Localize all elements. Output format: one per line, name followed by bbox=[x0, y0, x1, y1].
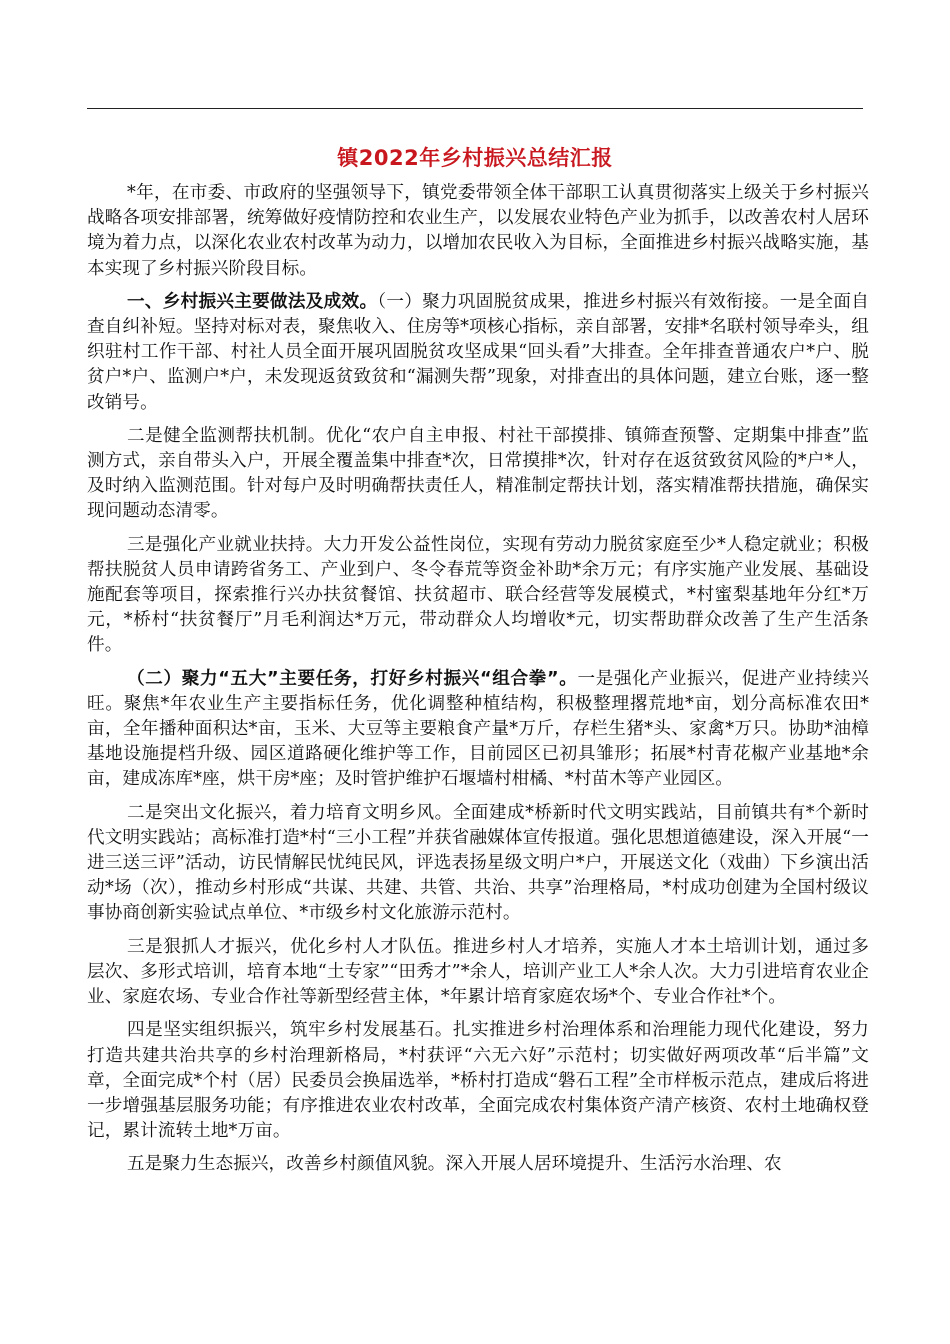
section1-heading: 一、乡村振兴主要做法及成效。 bbox=[127, 291, 378, 312]
section1-text: （一）聚力巩固脱贫成果，推进乡村振兴有效衔接。一是全面自查自纠补短。坚持对标对表，聚焦收入、住房等*项核心指标，亲自部署，安排*名联村领导牵头，组织驻村工作干部、村社人员全面开展巩固脱贫攻坚成果“回头看”大排查。全年排查普通农户*户、脱贫户*户、监测户*户，未发现返贫致贫和“漏测失帮”现象，对排查出的具体问题，建立台账，逐一整改销号。 bbox=[87, 291, 869, 413]
paragraph-industry-employment: 三是强化产业就业扶持。大力开发公益性岗位，实现有劳动力脱贫家庭至少*人稳定就业；积极帮扶脱贫人员申请跨省务工、产业到户、冬令春荒等资金补助*余万元；有序实施产业发展、基础设施配套等项目，探索推行兴办扶贫餐馆、扶贫超市、联合经营等发展模式，*村蜜梨基地年分红*万元，*桥村“扶贫餐厅”月毛利润达*万元，带动群众人均增收*元，切实帮助群众改善了生产生活条件。 bbox=[87, 534, 869, 656]
section1-paragraph bbox=[87, 290, 869, 416]
document-title: 镇2022年乡村振兴总结汇报 bbox=[337, 146, 613, 170]
section2-heading: （二）聚力“五大”主要任务，打好乡村振兴“组合拳”。 bbox=[127, 668, 578, 689]
section2-text: 一是强化产业振兴，促进产业持续兴旺。聚焦*年农业生产主要指标任务，优化调整种植结构，积极整理撂荒地*亩，划分高标准农田*亩，全年播种面积达*亩，玉米、大豆等主要粮食产量*万斤，存栏生猪*头、家禽*万只。协助*油樟基地设施提档升级、园区道路硬化维护等工作，目前园区已初具雏形；拓展*村青花椒产业基地*余亩，建成冻库*座，烘干房*座；及时管护维护石堰墙村柑橘、*村苗木等产业园区。 bbox=[87, 668, 869, 790]
section2-paragraph bbox=[87, 667, 869, 793]
intro-paragraph: *年，在市委、市政府的坚强领导下，镇党委带领全体干部职工认真贯彻落实上级关于乡村振兴战略各项安排部署，统筹做好疫情防控和农业生产，以发展农业特色产业为抓手，以改善农村人居环境为着力点，以深化农业农村改革为动力，以增加农民收入为目标，全面推进乡村振兴战略实施，基本实现了乡村振兴阶段目标。 bbox=[87, 183, 869, 279]
paragraph-talent: 三是狠抓人才振兴，优化乡村人才队伍。推进乡村人才培养，实施人才本土培训计划，通过多层次、多形式培训，培育本地“土专家”“田秀才”*余人，培训产业工人*余人次。大力引进培育农业企业、家庭农场、专业合作社等新型经营主体，*年累计培育家庭农场*个、专业合作社*个。 bbox=[87, 936, 869, 1008]
paragraph-organization: 四是坚实组织振兴，筑牢乡村发展基石。扎实推进乡村治理体系和治理能力现代化建设，努力打造共建共治共享的乡村治理新格局，*村获评“六无六好”示范村；切实做好两项改革“后半篇”文章，全面完成*个村（居）民委员会换届选举，*桥村打造成“磐石工程”全市样板示范点，建成后将进一步增强基层服务功能；有序推进农业农村改革，全面完成农村集体资产清产核资、农村土地确权登记，累计流转土地*万亩。 bbox=[87, 1020, 869, 1142]
document-body bbox=[87, 181, 869, 1186]
header-rule bbox=[87, 108, 863, 109]
paragraph-culture: 二是突出文化振兴，着力培育文明乡风。全面建成*桥新时代文明实践站，目前镇共有*个新时代文明实践站；高标准打造*村“三小工程”并获省融媒体宣传报道。强化思想道德建设，深入开展“一进三送三评”活动，访民情解民忧纯民风，评选表扬星级文明户*户，开展送文化（戏曲）下乡演出活动*场（次），推动乡村形成“共谋、共建、共管、共治、共享”治理格局，*村成功创建为全国村级议事协商创新实验试点单位、*市级乡村文化旅游示范村。 bbox=[87, 802, 869, 924]
paragraph-ecology: 五是聚力生态振兴，改善乡村颜值风貌。深入开展人居环境提升、生活污水治理、农 bbox=[127, 1154, 782, 1175]
paragraph-monitoring: 二是健全监测帮扶机制。优化“农户自主申报、村社干部摸排、镇筛查预警、定期集中排查”监测方式，亲自带头入户，开展全覆盖集中排查*次，日常摸排*次，针对存在返贫致贫风险的*户*人，及时纳入监测范围。针对每户及时明确帮扶责任人，精准制定帮扶计划，落实精准帮扶措施，确保实现问题动态清零。 bbox=[87, 425, 869, 522]
